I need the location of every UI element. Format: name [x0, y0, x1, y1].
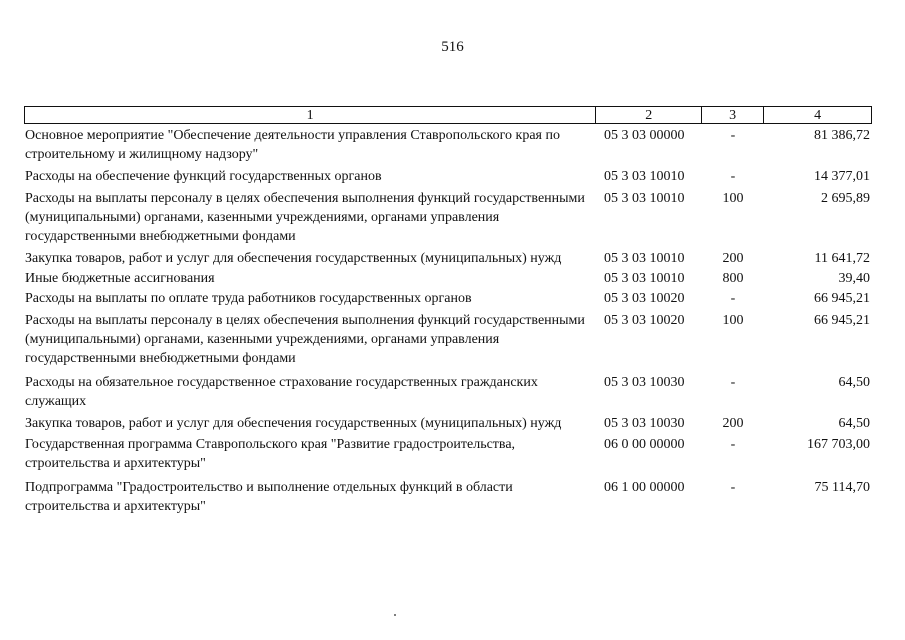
row-amount: 2 695,89 — [821, 191, 870, 206]
row-type: 100 — [722, 191, 744, 206]
table-row — [24, 414, 872, 433]
row-name: Расходы на выплаты персоналу в целях обеспечения выполнения функций государственными (муниципальными) органами, казенными учреждениями, органами управления государственными внебюджетными фондами — [25, 191, 585, 244]
row-amount: 81 386,72 — [814, 128, 870, 143]
row-amount: 75 114,70 — [814, 480, 870, 495]
row-amount: 64,50 — [838, 375, 870, 390]
row-code: 05 3 03 10030 — [604, 375, 685, 390]
row-code: 06 0 00 00000 — [604, 437, 685, 452]
row-name: Расходы на выплаты по оплате труда работников государственных органов — [25, 291, 472, 306]
row-name: Подпрограмма "Градостроительство и выполнение отдельных функций в области строительства и архитектуры" — [25, 480, 513, 514]
row-code: 05 3 03 10020 — [604, 313, 685, 328]
row-type: - — [730, 128, 736, 143]
row-code: 05 3 03 10020 — [604, 291, 685, 306]
table-row — [24, 373, 872, 411]
row-code: 05 3 03 10010 — [604, 191, 685, 206]
row-code: 05 3 03 10010 — [604, 169, 685, 184]
table-row — [24, 311, 872, 368]
row-type: - — [730, 437, 736, 452]
row-amount: 64,50 — [838, 416, 870, 431]
row-type: 100 — [722, 313, 744, 328]
row-name: Закупка товаров, работ и услуг для обеспечения государственных (муниципальных) нужд — [25, 251, 562, 266]
row-code: 05 3 03 00000 — [604, 128, 685, 143]
scan-speck — [394, 614, 396, 616]
table-row — [24, 249, 872, 268]
row-type: - — [730, 375, 736, 390]
table-row — [24, 289, 872, 308]
row-name: Расходы на обеспечение функций государственных органов — [25, 169, 382, 184]
table-row — [24, 189, 872, 246]
page-number: 516 — [441, 39, 464, 55]
row-type: - — [730, 169, 736, 184]
header-col-3: 3 — [702, 107, 764, 123]
row-code: 05 3 03 10010 — [604, 271, 685, 286]
row-name: Государственная программа Ставропольского края "Развитие градостроительства, строительства и архитектуры" — [25, 437, 516, 471]
row-type: 200 — [722, 251, 744, 266]
row-code: 05 3 03 10010 — [604, 251, 685, 266]
row-amount: 66 945,21 — [814, 313, 870, 328]
row-name: Расходы на обязательное государственное страхование государственных гражданских служащих — [25, 375, 538, 409]
row-name: Иные бюджетные ассигнования — [25, 271, 215, 286]
row-amount: 39,40 — [838, 271, 870, 286]
row-amount: 14 377,01 — [814, 169, 870, 184]
row-code: 06 1 00 00000 — [604, 480, 685, 495]
table-row — [24, 435, 872, 473]
row-amount: 167 703,00 — [807, 437, 870, 452]
table-row — [24, 478, 872, 516]
row-amount: 66 945,21 — [814, 291, 870, 306]
row-type: 200 — [722, 416, 744, 431]
row-code: 05 3 03 10030 — [604, 416, 685, 431]
header-col-2: 2 — [596, 107, 702, 123]
row-type: - — [730, 291, 736, 306]
row-type: 800 — [722, 271, 744, 286]
row-name: Расходы на выплаты персоналу в целях обеспечения выполнения функций государственными (муниципальными) органами, казенными учреждениями, органами управления государственными внебюджетными фондами — [25, 313, 585, 366]
row-name: Закупка товаров, работ и услуг для обеспечения государственных (муниципальных) нужд — [25, 416, 562, 431]
header-col-4: 4 — [764, 107, 872, 123]
budget-table — [24, 106, 872, 516]
table-header-row — [24, 106, 872, 124]
row-amount: 11 641,72 — [814, 251, 870, 266]
table-row — [24, 167, 872, 186]
header-col-1: 1 — [25, 107, 596, 123]
table-row — [24, 269, 872, 288]
row-type: - — [730, 480, 736, 495]
row-name: Основное мероприятие "Обеспечение деятельности управления Ставропольского края по строительному и жилищному надзору" — [25, 128, 560, 162]
table-row — [24, 126, 872, 164]
